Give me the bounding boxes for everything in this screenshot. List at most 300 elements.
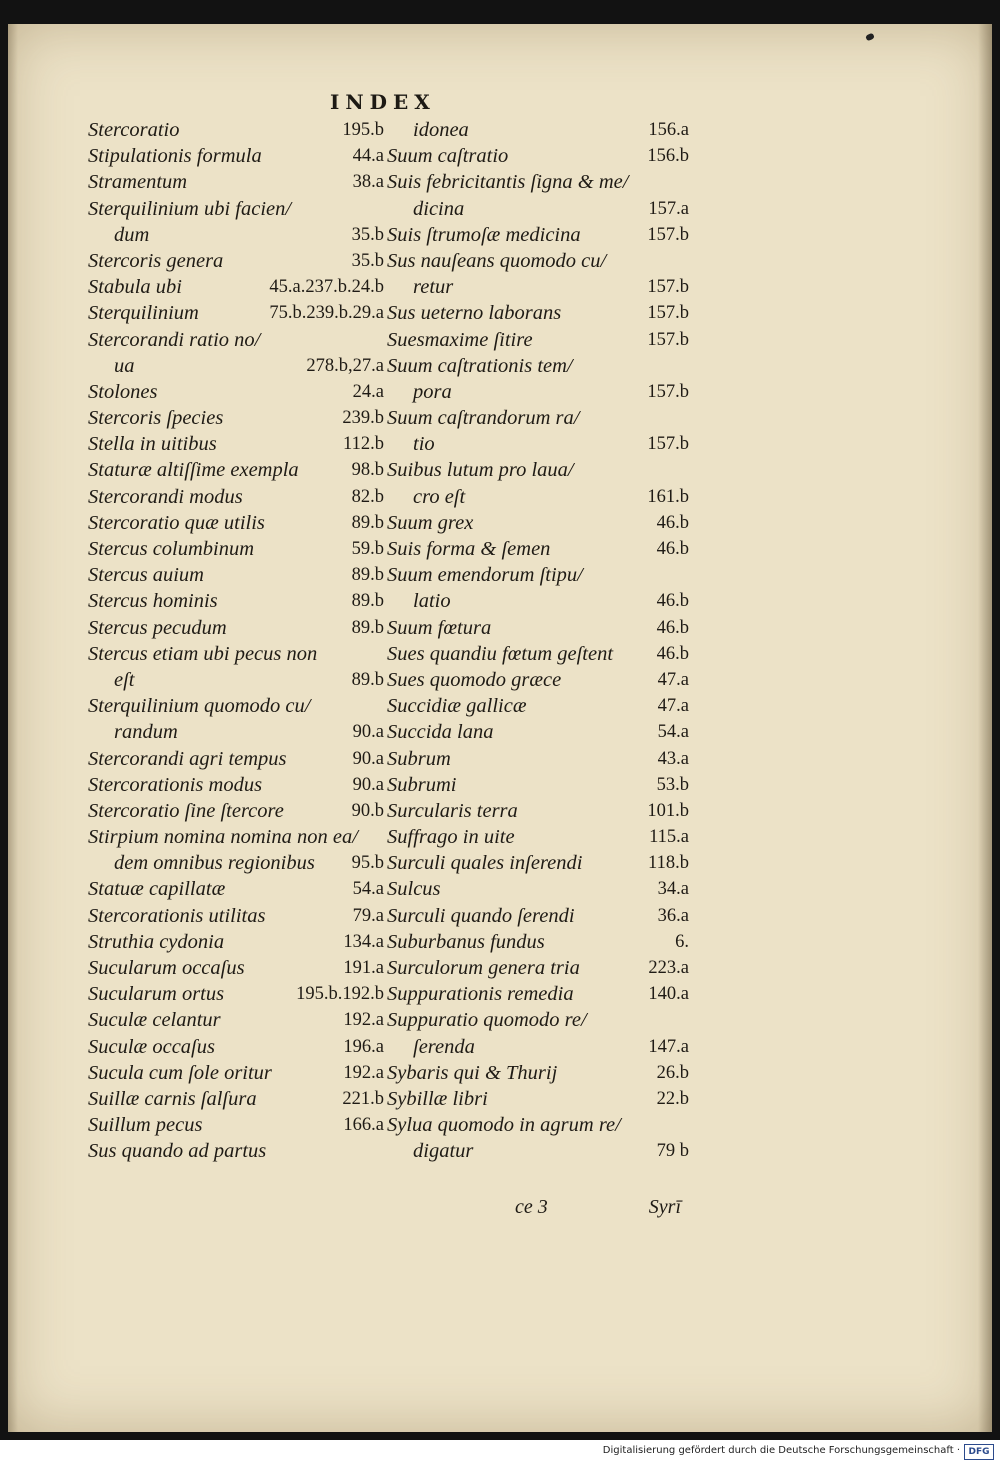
- index-entry-page-ref: 44.a: [352, 146, 384, 167]
- index-entry-term: Sybaris qui & Thurij: [387, 1061, 558, 1084]
- index-entry-continuation: [387, 274, 689, 300]
- index-entry: [387, 746, 689, 772]
- index-entry-term: Stolones: [88, 380, 158, 403]
- index-entry-term: Suum caſtratio: [387, 145, 509, 168]
- index-entry: [88, 248, 384, 274]
- page-edge-shadow-left: [8, 24, 18, 1432]
- index-entry-page-ref: 98.b: [351, 460, 384, 481]
- index-entry-page-ref: 46.b: [656, 539, 689, 559]
- index-column-left: [88, 117, 384, 1165]
- index-entry: [88, 981, 384, 1007]
- index-entry-continuation: [387, 379, 689, 405]
- index-entry-page-ref: 45.a.237.b.24.b: [269, 277, 384, 298]
- index-entry: [88, 1112, 384, 1138]
- index-entry: [88, 405, 384, 431]
- index-entry-term: Suum grex: [387, 511, 474, 534]
- index-entry-line: [387, 798, 689, 824]
- index-entry-line: [88, 1086, 384, 1112]
- index-entry-page-ref: 59.b: [351, 539, 384, 559]
- index-entry: [88, 536, 384, 562]
- index-entry-term: digatur: [413, 1140, 474, 1163]
- index-entry-line: [88, 169, 384, 195]
- index-entry-page-ref: 46.b: [656, 591, 689, 612]
- index-entry-term: Stercorandi agri tempus: [88, 747, 287, 770]
- index-entry-page-ref: 157.b: [647, 277, 689, 298]
- index-entry-term: Stercoratio: [88, 119, 180, 141]
- index-entry-term: Suesmaxime ſitire: [387, 328, 533, 351]
- index-entry-continuation: [387, 117, 689, 143]
- index-entry-line: [88, 117, 384, 143]
- index-entry-continuation: [387, 1138, 689, 1164]
- index-entry-term: Sulcus: [387, 878, 441, 901]
- index-entry-continuation: [387, 431, 689, 457]
- index-entry-term: Surculorum genera tria: [387, 957, 580, 979]
- index-entry-line: [88, 876, 384, 902]
- index-entry-line: [88, 981, 384, 1007]
- index-entry-line: [88, 1060, 384, 1086]
- index-entry-page-ref: 79 b: [656, 1141, 689, 1162]
- index-entry: [88, 169, 384, 195]
- index-entry: [88, 929, 384, 955]
- index-entry-term: Statuæ capillatæ: [88, 878, 226, 901]
- index-column-right: [387, 117, 689, 1165]
- index-entry-page-ref: 35.b: [351, 224, 384, 245]
- index-entry-term: Suum caſtrationis tem/: [387, 354, 573, 377]
- index-entry-term: Stella in uitibus: [88, 433, 217, 456]
- index-entry-continuation: [387, 196, 689, 222]
- index-entry-page-ref: 79.a: [352, 905, 384, 926]
- index-entry-term: Stercorationis modus: [88, 773, 263, 796]
- index-entry-line: [387, 1007, 689, 1033]
- index-entry: [88, 484, 384, 510]
- index-entry-page-ref: 46.b: [656, 512, 689, 533]
- index-entry-page-ref: 115.a: [649, 827, 689, 848]
- index-entry-line: [387, 562, 689, 588]
- index-entry: [387, 929, 689, 955]
- index-entry-line: [88, 248, 384, 274]
- signature-mark: ce 3: [515, 1196, 548, 1218]
- index-entry-line: [387, 876, 689, 902]
- index-entry-page-ref: 90.a: [352, 722, 384, 743]
- page-edge-shadow-right: [978, 24, 992, 1432]
- index-entry-term: Suppurationis remedia: [387, 983, 574, 1006]
- index-entry-page-ref: 82.b: [351, 486, 384, 507]
- index-entry-page-ref: 34.a: [657, 879, 689, 900]
- index-entry-line: [387, 824, 689, 850]
- index-entry-page-ref: 54.a: [352, 879, 384, 900]
- index-entry-term: eſt: [114, 668, 135, 691]
- index-entry-line: [88, 510, 384, 536]
- index-entry-term: Suibus lutum pro laua/: [387, 459, 574, 482]
- index-entry-page-ref: 35.b: [351, 250, 384, 271]
- index-entry-continuation: [387, 588, 689, 614]
- index-entry-line: [88, 824, 384, 850]
- index-entry-page-ref: 22.b: [656, 1088, 689, 1109]
- index-entry-term: cro eſt: [413, 485, 466, 508]
- index-entry-line: [88, 274, 384, 300]
- index-entry-line: [387, 405, 689, 431]
- index-entry: [88, 876, 384, 902]
- index-entry-page-ref: 90.a: [352, 748, 384, 769]
- index-entry-line: [387, 955, 689, 981]
- index-entry: [88, 615, 384, 641]
- index-entry-line: [387, 693, 689, 719]
- index-entry-page-ref: 26.b: [656, 1062, 689, 1083]
- index-entry: [387, 955, 689, 981]
- index-entry-term: dicina: [413, 197, 465, 220]
- index-entry-line: [88, 1007, 384, 1033]
- index-entry: [387, 798, 689, 824]
- index-entry: [88, 1060, 384, 1086]
- index-entry-term: tio: [413, 433, 435, 456]
- index-entry-term: Sterquilinium quomodo cu/: [88, 695, 311, 718]
- dfg-logo: DFG: [964, 1444, 994, 1460]
- index-entry-line: [387, 772, 689, 798]
- index-entry: [88, 588, 384, 614]
- index-entry: [88, 746, 384, 772]
- index-entry-page-ref: 140.a: [648, 984, 689, 1005]
- index-entry-page-ref: 89.b: [351, 591, 384, 612]
- index-entry-line: [387, 850, 689, 876]
- index-entry-page-ref: 157.b: [647, 329, 689, 350]
- index-entry: [387, 405, 689, 457]
- index-entry-term: Suillæ carnis ſalſura: [88, 1087, 257, 1110]
- index-entry-term: Stercorationis utilitas: [88, 904, 266, 927]
- index-entry-page-ref: 278.b,27.a: [306, 355, 384, 376]
- index-entry-page-ref: 89.b: [351, 617, 384, 638]
- index-entry: [387, 850, 689, 876]
- index-entry-term: ua: [114, 354, 135, 377]
- index-entry-term: Stercus hominis: [88, 590, 218, 613]
- index-entry-term: Stramentum: [88, 171, 188, 194]
- index-entry-term: Struthia cydonia: [88, 930, 225, 953]
- index-entry-line: [88, 379, 384, 405]
- index-entry: [387, 300, 689, 326]
- index-entry-line: [88, 484, 384, 510]
- running-head: INDEX: [330, 90, 436, 114]
- index-entry: [387, 667, 689, 693]
- index-entry: [387, 641, 689, 667]
- index-entry-page-ref: 6.: [675, 931, 689, 952]
- index-entry: [387, 693, 689, 719]
- index-entry-page-ref: 223.a: [648, 958, 689, 978]
- index-entry-term: dum: [114, 223, 150, 246]
- index-entry-page-ref: 54.a: [657, 722, 689, 743]
- index-entry-page-ref: 156.a: [648, 120, 689, 140]
- index-entry-line: [88, 693, 384, 719]
- index-entry-line: [387, 929, 689, 955]
- index-entry-page-ref: 46.b: [656, 617, 689, 638]
- index-entry-term: Stercoratio ſine ſtercore: [88, 799, 284, 822]
- index-entry-line: [88, 457, 384, 483]
- index-entry-line: [88, 405, 384, 431]
- index-entry-term: Stercoratio quæ utilis: [88, 511, 265, 534]
- index-entry: [88, 510, 384, 536]
- index-entry: [88, 772, 384, 798]
- index-entry-term: Stirpium nomina nomina non ea/: [88, 826, 358, 849]
- index-entry: [88, 562, 384, 588]
- index-entry-page-ref: 89.b: [351, 512, 384, 533]
- index-entry-line: [387, 981, 689, 1007]
- index-entry: [88, 641, 384, 693]
- index-entry-page-ref: 196.a: [343, 1036, 384, 1057]
- index-entry-line: [88, 641, 384, 667]
- index-entry-line: [387, 169, 689, 195]
- index-entry-page-ref: 47.a: [657, 696, 689, 717]
- index-entry-term: Surculi quando ſerendi: [387, 904, 575, 927]
- index-entry-line: [387, 457, 689, 483]
- index-entry-page-ref: 53.b: [656, 774, 689, 795]
- index-entry-page-ref: 36.a: [657, 905, 689, 926]
- index-entry: [387, 169, 689, 221]
- index-entry-term: Suppuratio quomodo re/: [387, 1009, 587, 1032]
- catchword: Syrī: [648, 1196, 681, 1218]
- index-entry-term: Suum fœtura: [387, 616, 492, 639]
- index-entry-line: [387, 641, 689, 667]
- index-entry: [387, 719, 689, 745]
- index-entry-page-ref: 157.b: [647, 303, 689, 324]
- index-entry-term: Suis forma & ſemen: [387, 538, 551, 560]
- index-entry: [387, 248, 689, 300]
- index-entry-page-ref: 166.a: [343, 1115, 384, 1136]
- index-entry: [387, 1112, 689, 1164]
- index-entry-continuation: [387, 484, 689, 510]
- index-entry: [387, 824, 689, 850]
- index-entry: [387, 615, 689, 641]
- index-entry-page-ref: 157.a: [648, 198, 689, 219]
- index-entry-term: Sucularum ortus: [88, 983, 225, 1006]
- index-entry-page-ref: 147.a: [648, 1036, 689, 1057]
- index-entry-term: Suculæ celantur: [88, 1009, 221, 1032]
- index-entry-continuation: [88, 850, 384, 876]
- index-entry-page-ref: 89.b: [351, 565, 384, 586]
- index-entry-term: Stercus pecudum: [88, 616, 227, 639]
- index-entry-page-ref: 134.a: [343, 931, 384, 952]
- index-entry-page-ref: 192.a: [343, 1062, 384, 1083]
- index-entry-line: [88, 1034, 384, 1060]
- index-entry-continuation: [88, 667, 384, 693]
- index-entry-page-ref: 195.b: [342, 120, 384, 140]
- index-entry: [387, 1060, 689, 1086]
- index-entry-page-ref: 46.b: [656, 643, 689, 664]
- index-entry-term: Surcularis terra: [387, 799, 518, 822]
- index-entry-page-ref: 239.b: [342, 408, 384, 429]
- index-entry-page-ref: 89.b: [351, 669, 384, 690]
- index-entry-line: [88, 431, 384, 457]
- index-entry-line: [387, 327, 689, 353]
- index-entry-term: idonea: [413, 119, 469, 141]
- index-entry-line: [387, 510, 689, 536]
- index-entry-page-ref: 90.a: [352, 774, 384, 795]
- index-entry-line: [387, 536, 689, 562]
- index-entry-line: [387, 1086, 689, 1112]
- index-entry-line: [88, 327, 384, 353]
- index-entry-line: [387, 719, 689, 745]
- index-entry-line: [387, 615, 689, 641]
- index-entry-term: Suum caſtrandorum ra/: [387, 407, 580, 430]
- index-entry-line: [387, 667, 689, 693]
- index-entry: [88, 143, 384, 169]
- index-entry-line: [88, 798, 384, 824]
- index-entry-line: [387, 222, 689, 248]
- index-entry: [387, 353, 689, 405]
- index-entry: [387, 772, 689, 798]
- page-footer-line: [387, 1196, 689, 1222]
- index-entry-term: Succidiæ gallicæ: [387, 695, 527, 718]
- index-entry-page-ref: 38.a: [352, 172, 384, 193]
- index-entry-term: Stercus etiam ubi pecus non: [88, 642, 318, 665]
- index-entry-page-ref: 192.a: [343, 1010, 384, 1031]
- index-entry: [387, 117, 689, 143]
- index-entry-term: Suculæ occaſus: [88, 1035, 215, 1058]
- index-entry-page-ref: 191.a: [343, 958, 384, 978]
- index-entry-term: Stercoris ſpecies: [88, 407, 224, 430]
- index-entry-page-ref: 118.b: [648, 853, 689, 874]
- index-entry-term: Sucularum occaſus: [88, 957, 245, 979]
- index-entry: [387, 457, 689, 509]
- index-entry-page-ref: 195.b.192.b: [296, 984, 384, 1005]
- index-entry: [88, 431, 384, 457]
- index-entry-page-ref: 101.b: [647, 800, 689, 821]
- index-entry-line: [387, 143, 689, 169]
- index-entry: [387, 876, 689, 902]
- index-entry-term: Suis febricitantis ſigna & me/: [387, 171, 629, 194]
- index-entry: [88, 196, 384, 248]
- index-entry: [387, 1007, 689, 1059]
- digitization-credit-bar: [0, 1440, 1000, 1463]
- index-entry-term: Subrum: [387, 747, 451, 770]
- index-entry: [88, 300, 384, 326]
- index-entry-term: Stabula ubi: [88, 276, 182, 299]
- index-entry-page-ref: 47.a: [657, 669, 689, 690]
- index-entry-term: Stercoris genera: [88, 249, 224, 272]
- index-entry-continuation: [88, 222, 384, 248]
- index-entry: [88, 457, 384, 483]
- index-entry-line: [88, 1138, 384, 1164]
- index-entry-term: Suffrago in uite: [387, 826, 515, 849]
- index-entry-term: Sterquilinium: [88, 302, 199, 325]
- index-entry-line: [387, 353, 689, 379]
- index-entry: [387, 981, 689, 1007]
- index-entry-line: [88, 588, 384, 614]
- index-entry: [387, 510, 689, 536]
- index-entry-term: pora: [413, 380, 452, 403]
- index-entry-line: [387, 746, 689, 772]
- index-entry-term: dem omnibus regionibus: [114, 852, 315, 875]
- index-entry-term: latio: [413, 590, 451, 613]
- index-entry-term: Suillum pecus: [88, 1114, 203, 1137]
- index-entry-line: [88, 929, 384, 955]
- index-entry-term: Sus quando ad partus: [88, 1140, 267, 1163]
- digitization-credit-text: Digitalisierung gefördert durch die Deutsche Forschungsgemeinschaft ·: [602, 1445, 960, 1456]
- index-entry-line: [88, 955, 384, 981]
- index-entry-term: randum: [114, 721, 178, 744]
- index-entry-page-ref: 157.b: [647, 224, 689, 245]
- index-entry: [387, 562, 689, 614]
- index-entry-line: [88, 746, 384, 772]
- index-entry-term: Sues quomodo græce: [387, 668, 562, 691]
- index-entry-page-ref: 161.b: [647, 486, 689, 507]
- index-entry: [88, 327, 384, 379]
- index-entry-term: Stercorandi ratio no/: [88, 328, 261, 351]
- ink-blot: [865, 33, 875, 42]
- index-entry-term: Stercus auium: [88, 564, 204, 587]
- index-entry-term: Suum emendorum ſtipu/: [387, 564, 583, 587]
- index-entry: [88, 274, 384, 300]
- index-entry: [88, 903, 384, 929]
- index-entry-term: Suis ſtrumoſæ medicina: [387, 223, 581, 246]
- index-entry-term: Stipulationis formula: [88, 145, 262, 168]
- index-entry: [88, 798, 384, 824]
- index-entry: [88, 379, 384, 405]
- index-entry-term: Stercorandi modus: [88, 485, 243, 508]
- index-entry-line: [88, 615, 384, 641]
- index-entry-line: [88, 1112, 384, 1138]
- index-entry-term: Sylua quomodo in agrum re/: [387, 1114, 621, 1137]
- index-entry-term: Subrumi: [387, 773, 457, 796]
- index-entry-line: [387, 1060, 689, 1086]
- index-entry-term: retur: [413, 276, 454, 299]
- index-entry: [387, 327, 689, 353]
- index-entry-page-ref: 156.b: [647, 146, 689, 167]
- index-entry-line: [387, 903, 689, 929]
- index-entry-continuation: [387, 1034, 689, 1060]
- index-entry-line: [88, 536, 384, 562]
- index-entry-term: Succida lana: [387, 721, 494, 744]
- index-entry: [387, 222, 689, 248]
- index-entry-term: Suburbanus fundus: [387, 930, 545, 953]
- index-entry-line: [88, 300, 384, 326]
- index-entry: [88, 824, 384, 876]
- index-entry: [88, 955, 384, 981]
- index-entry: [88, 693, 384, 745]
- index-entry-line: [387, 300, 689, 326]
- index-entry-line: [88, 562, 384, 588]
- index-entry-page-ref: 221.b: [342, 1088, 384, 1109]
- index-entry-page-ref: 90.b: [351, 800, 384, 821]
- index-entry-term: ſerenda: [413, 1035, 475, 1058]
- index-entry-term: Sus ueterno laborans: [387, 302, 562, 325]
- index-entry-term: Sues quandiu fœtum geſtent: [387, 642, 614, 665]
- index-entry-page-ref: 157.b: [647, 381, 689, 402]
- index-entry-line: [88, 903, 384, 929]
- index-entry-term: Sterquilinium ubi facien/: [88, 197, 292, 220]
- index-entry: [88, 1034, 384, 1060]
- index-entry: [88, 1007, 384, 1033]
- index-entry-line: [88, 772, 384, 798]
- index-entry-page-ref: 112.b: [343, 434, 384, 455]
- index-entry-line: [387, 248, 689, 274]
- index-entry-term: Staturæ altiſſime exempla: [88, 459, 299, 482]
- index-entry-page-ref: 95.b: [351, 853, 384, 874]
- index-entry: [387, 536, 689, 562]
- index-entry-page-ref: 157.b: [647, 434, 689, 455]
- index-entry-continuation: [88, 353, 384, 379]
- index-entry-term: Sybillæ libri: [387, 1087, 488, 1110]
- index-entry-term: Stercus columbinum: [88, 538, 255, 560]
- index-entry: [88, 117, 384, 143]
- index-entry: [88, 1138, 384, 1164]
- index-entry-page-ref: 75.b.239.b.29.a: [269, 303, 384, 324]
- index-entry-line: [88, 143, 384, 169]
- index-entry-term: Surculi quales inſerendi: [387, 852, 583, 875]
- index-entry-page-ref: 24.a: [352, 381, 384, 402]
- index-entry: [387, 143, 689, 169]
- index-entry-continuation: [88, 719, 384, 745]
- index-entry: [88, 1086, 384, 1112]
- index-entry-term: Sus nauſeans quomodo cu/: [387, 249, 607, 272]
- index-entry-line: [387, 1112, 689, 1138]
